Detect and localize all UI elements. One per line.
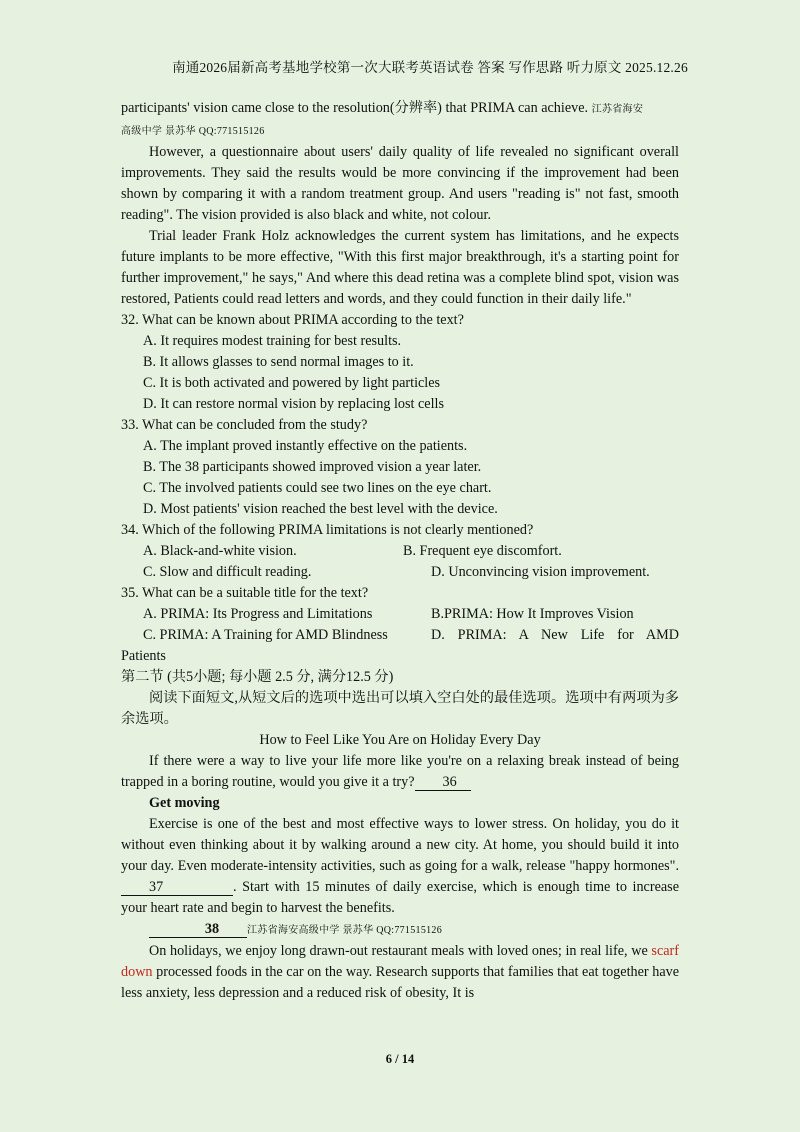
highlighted-phrase: scarf down xyxy=(121,943,679,980)
question-32-option-d[interactable]: D. It can restore normal vision by replacing lost cells xyxy=(143,396,445,412)
passage-paragraph-2-text-b: . Start with 15 minutes of daily exercise, which is enough time to increase your heart rate and begin to harvest the benefits. xyxy=(121,879,679,916)
question-35-option-d-continued: Patients xyxy=(121,648,166,664)
page-number: 6 / 14 xyxy=(385,1052,415,1066)
page-content xyxy=(121,98,679,1004)
passage-paragraph-2-text-a: Exercise is one of the best and most effective ways to lower stress. On holiday, you do it without even thinking about it by walking around a new city. At home, you should build it into your day. Even moderate-intensity activities, such as going for a walk, release "happy hormones". xyxy=(121,816,679,874)
question-35-row-1 xyxy=(121,604,679,625)
blank-37[interactable]: 37 xyxy=(121,879,233,896)
intro-paragraph-3: Trial leader Frank Holz acknowledges the current system has limitations, and he expects future implants to be more effective, "With this first major breakthrough, it's a starting point for further improvement," he says," And where this dead retina was a complete blind spot, vision was restored, Patients could read letters and words, and they could function in their daily life." xyxy=(121,228,679,307)
question-33-option-a[interactable]: A. The implant proved instantly effective on the patients. xyxy=(143,438,468,454)
intro-paragraph-2: However, a questionnaire about users' daily quality of life revealed no significant overall improvements. They said the results would be more convincing if the improvement had been shown by comparing it with a random treatment group. And users "reading is" not fast, smooth reading". The vision provided is also black and white, not colour. xyxy=(121,144,679,223)
question-33-stem: 33. What can be concluded from the study? xyxy=(121,417,368,433)
question-32 xyxy=(121,310,679,415)
passage-paragraph-3-text-b: processed foods in the car on the way. Research supports that families that eat together have less anxiety, less depression and a reduced risk of obesity, It is xyxy=(121,964,680,1001)
question-34-row-2 xyxy=(121,562,679,583)
blank-36[interactable]: 36 xyxy=(415,774,471,791)
question-33 xyxy=(121,415,679,520)
passage-paragraph-3-text-a: On holidays, we enjoy long drawn-out restaurant meals with loved ones; in real life, we xyxy=(149,943,648,959)
section-heading: 第二节 (共5小题; 每小题 2.5 分, 满分12.5 分) xyxy=(121,669,394,685)
watermark-1a: 江苏省海安 xyxy=(591,104,644,115)
question-32-stem: 32. What can be known about PRIMA according to the text? xyxy=(121,312,464,328)
intro-line1 xyxy=(121,98,679,142)
question-32-option-c[interactable]: C. It is both activated and powered by light particles xyxy=(143,375,441,391)
question-35-option-c[interactable]: C. PRIMA: A Training for AMD Blindness xyxy=(143,627,388,643)
watermark-2: 江苏省海安高级中学 景苏华 QQ:771515126 xyxy=(247,925,443,936)
question-34-option-d[interactable]: D. Unconvincing vision improvement. xyxy=(431,564,650,580)
question-33-option-b[interactable]: B. The 38 participants showed improved vision a year later. xyxy=(143,459,482,475)
question-35-option-a[interactable]: A. PRIMA: Its Progress and Limitations xyxy=(143,606,373,622)
passage-blank-38-line xyxy=(121,919,679,941)
question-33-option-d[interactable]: D. Most patients' vision reached the best level with the device. xyxy=(143,501,498,517)
passage-subhead-get-moving: Get moving xyxy=(149,795,220,811)
question-35 xyxy=(121,583,679,667)
passage-paragraph-3 xyxy=(121,941,679,1004)
passage-paragraph-1-text: If there were a way to live your life more like you're on a relaxing break instead of being trapped in a boring routine, would you give it a try? xyxy=(121,753,679,790)
question-33-option-c[interactable]: C. The involved patients could see two lines on the eye chart. xyxy=(143,480,492,496)
question-32-option-b[interactable]: B. It allows glasses to send normal images to it. xyxy=(143,354,414,370)
question-35-option-b[interactable]: B.PRIMA: How It Improves Vision xyxy=(431,606,634,622)
passage-paragraph-1 xyxy=(121,751,679,793)
question-35-stem: 35. What can be a suitable title for the text? xyxy=(121,585,369,601)
intro-line1-text: participants' vision came close to the resolution(分辨率) that PRIMA can achieve. xyxy=(121,100,589,116)
question-34-row-1 xyxy=(121,541,679,562)
question-34-option-b[interactable]: B. Frequent eye discomfort. xyxy=(403,543,562,559)
question-34 xyxy=(121,520,679,583)
blank-38[interactable]: 38 xyxy=(149,921,247,938)
passage-paragraph-2 xyxy=(121,814,679,919)
watermark-1b: 高级中学 景苏华 QQ:771515126 xyxy=(121,126,265,137)
passage-title: How to Feel Like You Are on Holiday Every Day xyxy=(259,732,541,748)
question-34-option-a[interactable]: A. Black-and-white vision. xyxy=(143,543,297,559)
question-35-option-d[interactable]: D. PRIMA: A New Life for AMD xyxy=(431,627,679,643)
page-header: 南通2026届新高考基地学校第一次大联考英语试卷 答案 写作思路 听力原文 2025.12.26 xyxy=(172,60,688,75)
question-34-option-c[interactable]: C. Slow and difficult reading. xyxy=(143,564,312,580)
question-32-option-a[interactable]: A. It requires modest training for best results. xyxy=(143,333,402,349)
section-instruction: 阅读下面短文,从短文后的选项中选出可以填入空白处的最佳选项。选项中有两项为多余选项。 xyxy=(121,690,679,727)
question-35-row-2 xyxy=(121,625,679,646)
question-34-stem: 34. Which of the following PRIMA limitations is not clearly mentioned? xyxy=(121,522,534,538)
